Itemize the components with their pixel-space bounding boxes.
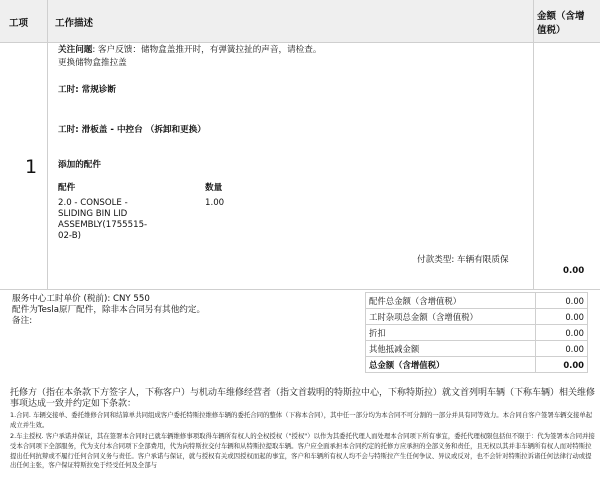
line-amount: 0.00 — [563, 266, 585, 276]
summary-total-label: 总金额（含增值税） — [366, 357, 536, 373]
column-divider-item — [47, 0, 48, 290]
summary-value: 0.00 — [536, 293, 588, 309]
concern-label: 关注问题 — [58, 45, 93, 55]
header-item: 工项 — [9, 18, 29, 29]
summary-row — [366, 341, 588, 357]
summary-value: 0.00 — [536, 325, 588, 341]
labor-rate-note: 服务中心工时单价 (税前): CNY 550 — [12, 294, 150, 304]
summary-row — [366, 325, 588, 341]
summary-row — [366, 293, 588, 309]
summary-label: 配件总金额（含增值税） — [366, 293, 536, 309]
header-amount-line1: 金额（含增 — [537, 11, 585, 22]
parts-column-header: 配件 — [58, 183, 76, 193]
column-divider-amount — [533, 0, 534, 290]
payment-type: 付款类型: 车辆有限质保 — [417, 255, 509, 265]
header-description: 工作描述 — [55, 18, 94, 29]
summary-label: 工时杂项总金额（含增值税） — [366, 309, 536, 325]
summary-label: 其他抵减金额 — [366, 341, 536, 357]
header-amount-line2: 值税） — [537, 25, 566, 36]
part-description-line: ASSEMBLY(1755515- — [58, 220, 148, 230]
terms-clause-1: 1.合同. 车辆交接单、委托维修合同和结算单共同组成客户委托特斯拉维修车辆的委托合同的整体（下称本合同），其中任一部分均为本合同不可分割的一部分并具有同等效力。本合同自客户签署车辆交接单起成立并生效。 — [10, 411, 593, 429]
part-description-line: SLIDING BIN LID — [58, 209, 128, 219]
summary-label: 折扣 — [366, 325, 536, 341]
summary-total-row — [366, 357, 588, 373]
parts-added-heading: 添加的配件 — [58, 160, 101, 170]
part-description-line: 02-B) — [58, 231, 81, 241]
summary-total-value: 0.00 — [536, 357, 588, 373]
summary-table — [365, 292, 588, 373]
work-item-number: 1 — [25, 156, 38, 178]
terms-heading: 托修方（指在本条款下方签字人，下称客户）与机动车维修经营者（指文首载明的特斯拉中心，下称特斯拉）就文首列明车辆（下称车辆）相关维修事项达成一致并约定如下条款： — [10, 388, 596, 409]
summary-value: 0.00 — [536, 309, 588, 325]
quantity-column-header: 数量 — [205, 183, 223, 193]
summary-value: 0.00 — [536, 341, 588, 357]
table-header — [0, 0, 600, 43]
labor-line-diagnosis: 工时: 常规诊断 — [58, 85, 116, 95]
remarks-label: 备注: — [12, 316, 33, 326]
concern-text: : 客户反馈：储物盒盖推开时，有弹簧拉扯的声音，请检查。 — [92, 45, 322, 55]
labor-line-console: 工时: 滑板盖 - 中控台 （拆卸和更换） — [58, 125, 206, 135]
terms-clause-2: 2.车主授权. 客户承诺并保证，其在签署本合同时已就车辆维修事项取得车辆所有权人的全权授权（"授权"）以作为其委托代理人而处理本合同项下所有事宜，委托代理权限包括但不限于：代为签署本合同并接受本合同项下全部服务，代为支付本合同项下全部费用，代为向特斯拉交付车辆和从特斯拉提取车辆。客户应全面承担本合同约定的托修方应承担的全部义务和责任，且无权以其并非车辆所有权人而对特斯拉提出任何抗辩或不履行任何合同义务与责任。客户承诺与保证，就与授权有关或因授权而起的事宜，客户和车辆所有权人均不会与特斯拉产生任何争议、异议或反对，也不会针对特斯拉诉诸任何法律行动或提出任何主张，客户保证特斯拉免于经受任何及全部与 — [10, 432, 595, 470]
row-bottom-border — [0, 289, 600, 290]
parts-origin-note: 配件为Tesla原厂配件，除非本合同另有其他约定。 — [12, 305, 206, 315]
part-description-line: 2.0 - CONSOLE - — [58, 198, 128, 208]
summary-row — [366, 309, 588, 325]
concern-line — [58, 45, 321, 56]
part-quantity: 1.00 — [205, 198, 225, 208]
replace-text: 更换储物盒推拉盖 — [58, 58, 127, 68]
